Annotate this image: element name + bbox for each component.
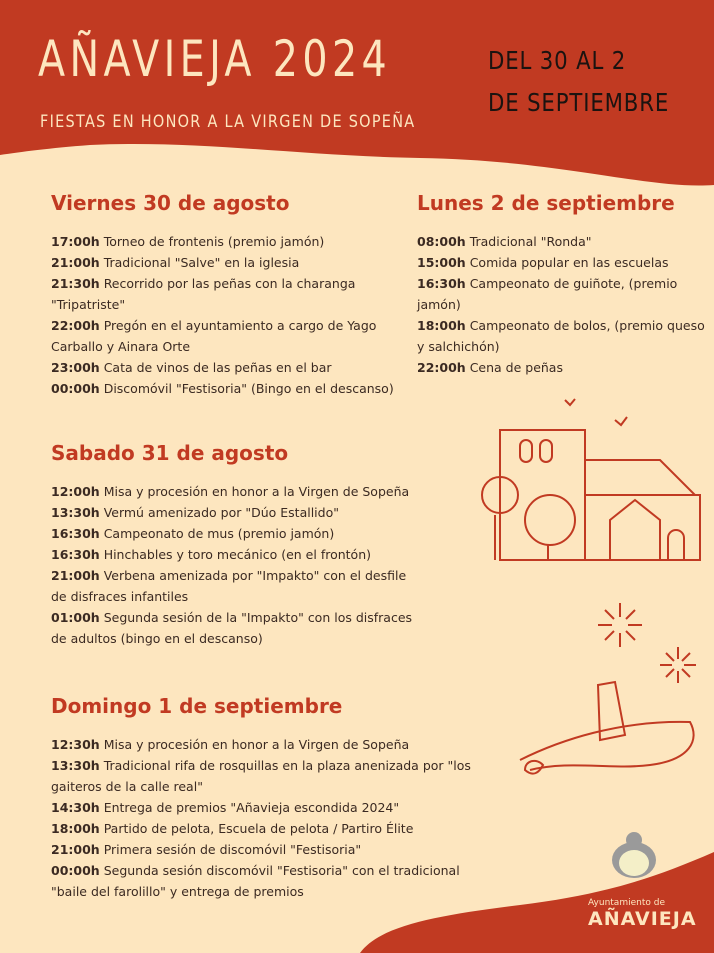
event-time: 21:00h: [51, 255, 100, 270]
day-section-domingo: [51, 694, 491, 902]
event-time: 15:00h: [417, 255, 466, 270]
event-item: [51, 565, 421, 607]
event-description: Cata de vinos de las peñas en el bar: [103, 360, 332, 375]
event-item: [51, 273, 396, 315]
date-range-line1: DEL 30 AL 2: [488, 46, 627, 75]
event-time: 13:30h: [51, 758, 100, 773]
event-item: [417, 252, 707, 273]
event-item: [51, 544, 421, 565]
event-description: Vermú amenizado por "Dúo Estallido": [103, 505, 339, 520]
event-item: [51, 502, 421, 523]
event-description: Segunda sesión de la "Impakto" con los disfraces de adultos (bingo en el descanso): [51, 610, 413, 646]
event-item: [417, 315, 707, 357]
event-time: 16:30h: [51, 526, 100, 541]
day-title: Viernes 30 de agosto: [51, 191, 290, 215]
event-time: 18:00h: [51, 821, 100, 836]
event-item: [51, 755, 491, 797]
event-item: [51, 481, 421, 502]
event-description: Campeonato de guiñote, (premio jamón): [417, 276, 678, 312]
poster-title: AÑAVIEJA 2024: [38, 30, 392, 88]
ruins-illustration: [520, 682, 694, 774]
day-title: Sabado 31 de agosto: [51, 441, 289, 465]
event-time: 12:30h: [51, 737, 100, 752]
event-time: 17:00h: [51, 234, 100, 249]
event-description: Torneo de frontenis (premio jamón): [103, 234, 325, 249]
event-description: Campeonato de mus (premio jamón): [103, 526, 335, 541]
event-description: Tradicional "Salve" en la iglesia: [103, 255, 300, 270]
event-time: 00:00h: [51, 381, 100, 396]
event-time: 21:00h: [51, 568, 100, 583]
event-time: 22:00h: [417, 360, 466, 375]
event-description: Campeonato de bolos, (premio queso y salchichón): [417, 318, 705, 354]
event-item: [51, 357, 396, 378]
event-time: 16:30h: [417, 276, 466, 291]
village-illustration: [482, 399, 700, 560]
event-time: 21:00h: [51, 842, 100, 857]
event-description: Verbena amenizada por "Impakto" con el desfile de disfraces infantiles: [51, 568, 407, 604]
event-description: Primera sesión de discomóvil "Festisoria": [103, 842, 362, 857]
logo-line1: Ayuntamiento de: [588, 898, 665, 908]
event-item: [417, 357, 707, 378]
day-section-viernes: [51, 191, 396, 399]
event-time: 01:00h: [51, 610, 100, 625]
day-section-lunes: [417, 191, 707, 378]
event-item: [51, 839, 491, 860]
event-item: [51, 252, 396, 273]
event-item: [51, 860, 491, 902]
event-description: Entrega de premios "Añavieja escondida 2024": [103, 800, 400, 815]
event-item: [51, 607, 421, 649]
event-description: Hinchables y toro mecánico (en el frontón): [103, 547, 371, 562]
date-range: [488, 40, 669, 124]
event-time: 22:00h: [51, 318, 100, 333]
turtle-logo-icon: [612, 832, 656, 878]
event-item: [51, 231, 396, 252]
event-description: Cena de peñas: [469, 360, 563, 375]
event-item: [51, 797, 491, 818]
day-title: Lunes 2 de septiembre: [417, 191, 675, 215]
event-time: 16:30h: [51, 547, 100, 562]
event-description: Partido de pelota, Escuela de pelota / Partiro Élite: [103, 821, 414, 836]
event-description: Misa y procesión en honor a la Virgen de Sopeña: [103, 484, 410, 499]
event-item: [51, 734, 491, 755]
event-time: 12:00h: [51, 484, 100, 499]
event-item: [51, 315, 396, 357]
date-range-line2: DE SEPTIEMBRE: [488, 88, 670, 117]
day-title: Domingo 1 de septiembre: [51, 694, 343, 718]
event-description: Misa y procesión en honor a la Virgen de Sopeña: [103, 737, 410, 752]
event-description: Recorrido por las peñas con la charanga "Tripatriste": [51, 276, 356, 312]
fireworks-icon: [598, 603, 696, 683]
event-description: Pregón en el ayuntamiento a cargo de Yago Carballo y Ainara Orte: [51, 318, 377, 354]
event-item: [417, 273, 707, 315]
event-item: [51, 523, 421, 544]
event-time: 08:00h: [417, 234, 466, 249]
day-section-sabado: [51, 441, 421, 649]
event-time: 00:00h: [51, 863, 100, 878]
event-item: [51, 378, 396, 399]
event-description: Tradicional rifa de rosquillas en la plaza anenizada por "los gaiteros de la calle real": [51, 758, 471, 794]
event-time: 18:00h: [417, 318, 466, 333]
event-description: Comida popular en las escuelas: [469, 255, 669, 270]
event-time: 21:30h: [51, 276, 100, 291]
event-time: 23:00h: [51, 360, 100, 375]
event-item: [417, 231, 707, 252]
event-time: 13:30h: [51, 505, 100, 520]
event-description: Tradicional "Ronda": [469, 234, 592, 249]
event-description: Segunda sesión discomóvil "Festisoria" con el tradicional "baile del farolillo" y entrega de premios: [51, 863, 460, 899]
event-item: [51, 818, 491, 839]
event-description: Discomóvil "Festisoria" (Bingo en el descanso): [103, 381, 394, 396]
logo-line2: AÑAVIEJA: [588, 908, 697, 930]
event-time: 14:30h: [51, 800, 100, 815]
poster-subtitle: FIESTAS EN HONOR A LA VIRGEN DE SOPEÑA: [40, 112, 416, 132]
